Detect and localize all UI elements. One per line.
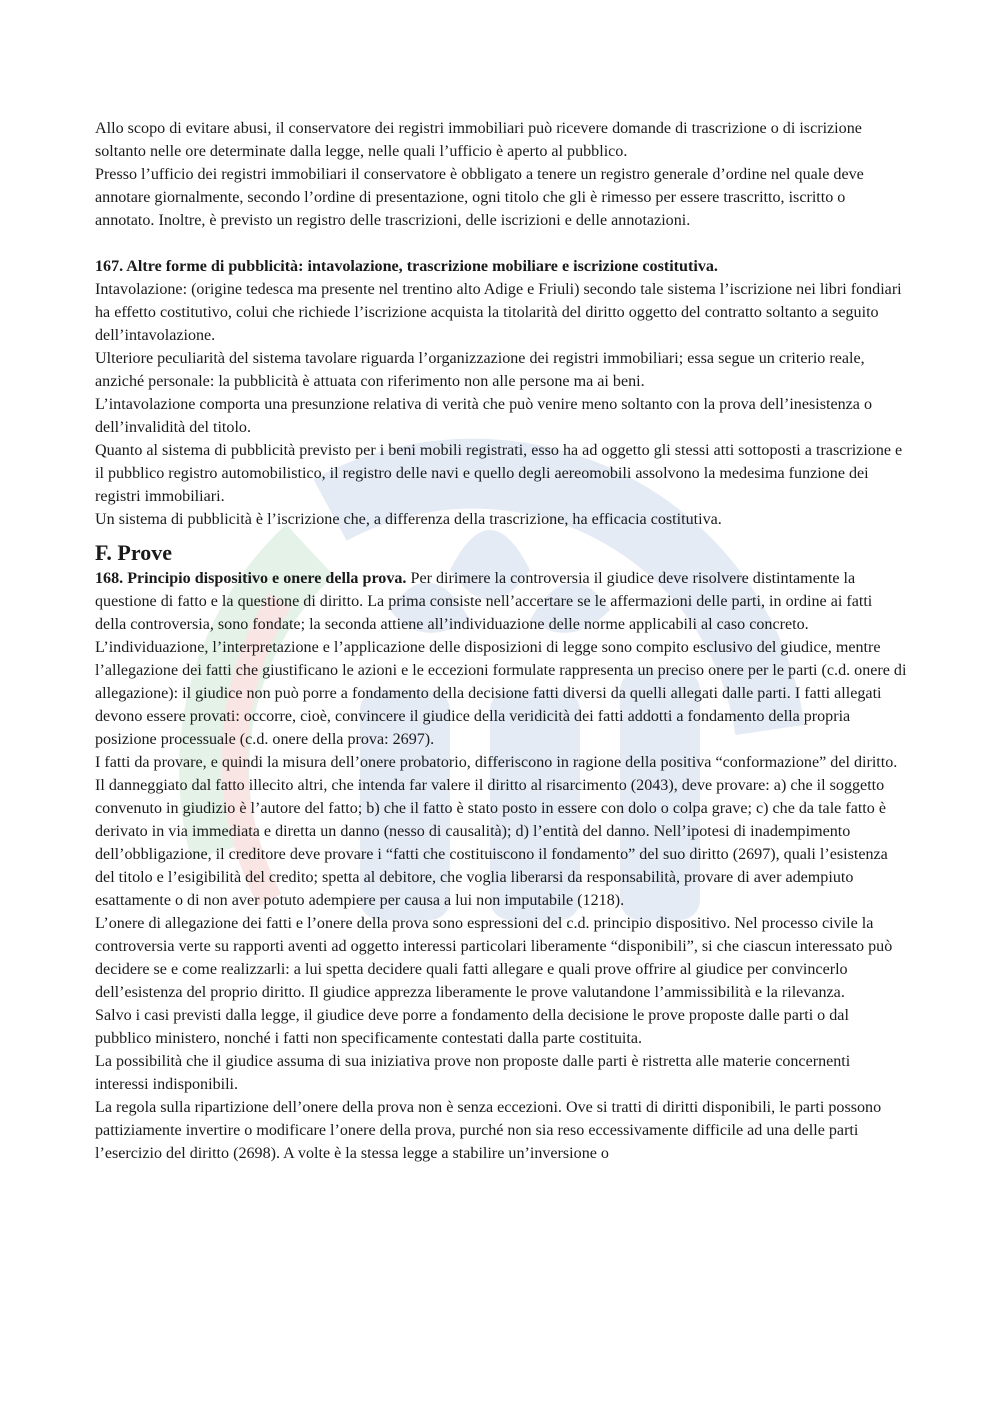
paragraph: Ulteriore peculiarità del sistema tavolare riguarda l’organizzazione dei registri immobiliari; essa segue un criterio reale, anziché personale: la pubblicità è attuata con riferimento non alle persone ma ai beni. (95, 350, 865, 390)
section-heading-168: 168. Principio dispositivo e onere della prova. (95, 570, 407, 587)
paragraph (95, 567, 907, 636)
section-heading-167: 167. Altre forme di pubblicità: intavolazione, trascrizione mobiliare e iscrizione costitutiva. (95, 258, 718, 275)
paragraph: Un sistema di pubblicità è l’iscrizione che, a differenza della trascrizione, ha efficacia costitutiva. (95, 511, 722, 528)
paragraph: Intavolazione: (origine tedesca ma presente nel trentino alto Adige e Friuli) secondo tale sistema l’iscrizione nei libri fondiari ha effetto costitutivo, colui che richiede l’iscrizione acquista la titolarità del diritto oggetto del contratto soltanto a seguito dell’intavolazione. (95, 281, 902, 344)
paragraph: L’intavolazione comporta una presunzione relativa di verità che può venire meno soltanto con la prova dell’inesistenza o dell’invalidità del titolo. (95, 396, 872, 436)
blank-line (95, 232, 907, 255)
paragraph: La regola sulla ripartizione dell’onere della prova non è senza eccezioni. Ove si tratti di diritti disponibili, le parti possono pattiziamente invertire o modificare l’onere della prova, purché non sia reso eccessivamente difficile ad una delle parti l’esercizio del diritto (2698). A volte è la stessa legge a stabilire un’inversione o (95, 1099, 882, 1162)
document-body (95, 117, 907, 1165)
paragraph-text: Per dirimere la controversia il giudice deve risolvere distintamente la questione di fatto e la questione di diritto. La prima consiste nell’accertare se le affermazioni delle parti, in ordine ai fatti della controversia, sono fondate; la seconda attiene all’individuazione delle norme applicabili al caso concreto. (95, 570, 873, 633)
section-title-prove: F. Prove (95, 540, 172, 565)
paragraph: Presso l’ufficio dei registri immobiliari il conservatore è obbligato a tenere un registro generale d’ordine nel quale deve annotare giornalmente, secondo l’ordine di presentazione, ogni titolo che gli è rimesso per essere trascritto, iscritto o annotato. Inoltre, è previsto un registro delle trascrizioni, delle iscrizioni e delle annotazioni. (95, 166, 864, 229)
paragraph: Quanto al sistema di pubblicità previsto per i beni mobili registrati, esso ha ad oggetto gli stessi atti sottoposti a trascrizione e il pubblico registro automobilistico, il registro delle navi e quello degli aereomobili assolvono la medesima funzione dei registri immobiliari. (95, 442, 903, 505)
paragraph: L’onere di allegazione dei fatti e l’onere della prova sono espressioni del c.d. principio dispositivo. Nel processo civile la controversia verte su rapporti aventi ad oggetto interessi particolari liberamente “disponibili”, si che ciascun interessato può decidere se e come realizzarli: a lui spetta decidere quali fatti allegare e quali prove offrire al giudice per convincerlo dell’esistenza del proprio diritto. Il giudice apprezza liberamente le prove valutandone l’ammissibilità e la rilevanza. (95, 915, 893, 1001)
paragraph: L’individuazione, l’interpretazione e l’applicazione delle disposizioni di legge sono compito esclusivo del giudice, mentre l’allegazione dei fatti che giustificano le azioni e le eccezioni formulate rappresenta un preciso onere per le parti (c.d. onere di allegazione): il giudice non può porre a fondamento della decisione fatti diversi da quelli allegati dalle parti. I fatti allegati devono essere provati: occorre, cioè, convincere il giudice della veridicità dei fatti addotti a fondamento della propria posizione processuale (c.d. onere della prova: 2697). (95, 639, 907, 748)
paragraph: Salvo i casi previsti dalla legge, il giudice deve porre a fondamento della decisione le prove proposte dalle parti o dal pubblico ministero, nonché i fatti non specificamente contestati dalla parte costituita. (95, 1007, 849, 1047)
paragraph: I fatti da provare, e quindi la misura dell’onere probatorio, differiscono in ragione della positiva “conformazione” del diritto. Il danneggiato dal fatto illecito altri, che intenda far valere il diritto al risarcimento (2043), deve provare: a) che il soggetto convenuto in giudizio è l’autore del fatto; b) che il fatto è stato posto in essere con dolo o colpa grave; c) che da tale fatto è derivato in via immediata e diretta un danno (nesso di causalità); d) l’entità del danno. Nell’ipotesi di inadempimento dell’obbligazione, il creditore deve provare i “fatti che costituiscono il fondamento” del suo diritto (2697), quali l’esistenza del titolo e l’esigibilità del credito; spetta al debitore, che voglia liberarsi da responsabilità, provare di aver adempiuto esattamente o di non aver potuto adempiere per causa a lui non imputabile (1218). (95, 754, 898, 909)
paragraph: La possibilità che il giudice assuma di sua iniziativa prove non proposte dalle parti è ristretta alle materie concernenti interessi indisponibili. (95, 1053, 851, 1093)
paragraph: Allo scopo di evitare abusi, il conservatore dei registri immobiliari può ricevere domande di trascrizione o di iscrizione soltanto nelle ore determinate dalla legge, nelle quali l’ufficio è aperto al pubblico. (95, 120, 862, 160)
